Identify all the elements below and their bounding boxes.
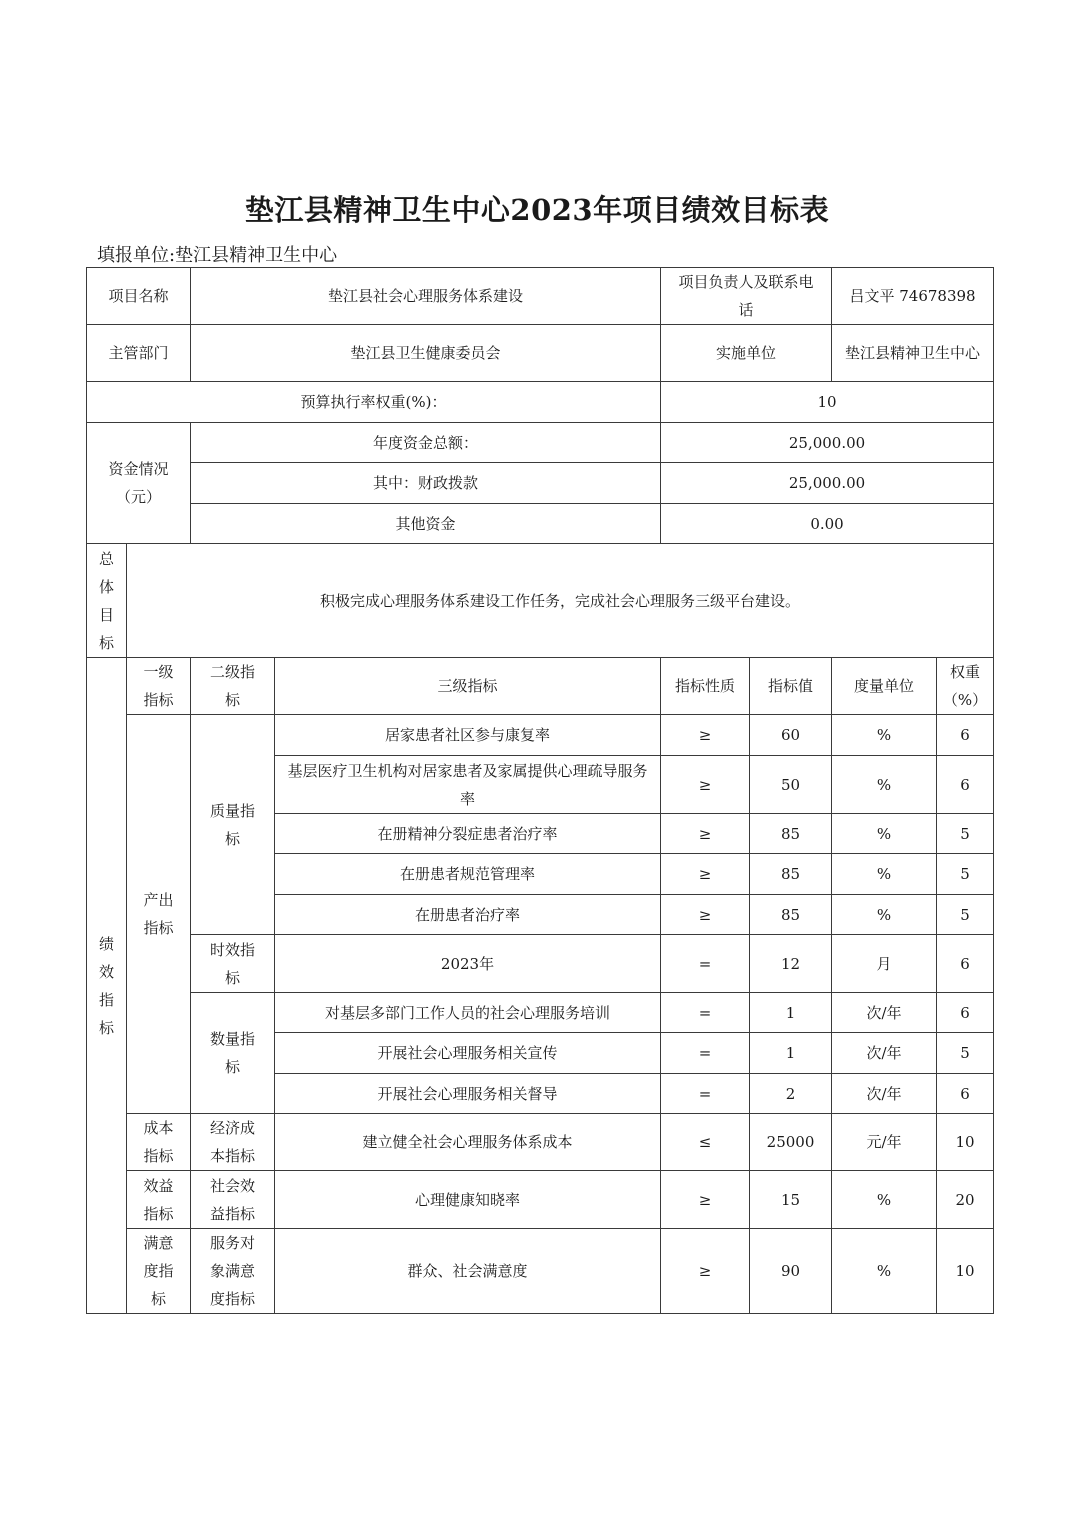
goal-text: 积极完成心理服务体系建设工作任务，完成社会心理服务三级平台建设。: [127, 544, 994, 658]
indicator-weight: 5: [937, 854, 994, 895]
indicator-value: 2: [750, 1074, 832, 1114]
header-level3: 三级指标: [275, 658, 661, 715]
cost-sub-label: 经济成本指标: [191, 1114, 275, 1171]
indicator-unit: 次/年: [832, 993, 937, 1033]
indicator-unit: %: [832, 895, 937, 935]
indicator-name: 开展社会心理服务相关宣传: [275, 1033, 661, 1074]
indicator-weight: 6: [937, 756, 994, 814]
indicator-unit: 次/年: [832, 1033, 937, 1074]
quantity-label: 数量指标: [191, 993, 275, 1114]
indicator-name: 在册患者治疗率: [275, 895, 661, 935]
indicator-value: 85: [750, 895, 832, 935]
indicator-weight: 5: [937, 895, 994, 935]
indicator-value: 12: [750, 935, 832, 993]
funds-other-label: 其他资金: [191, 504, 661, 544]
indicator-unit: %: [832, 1229, 937, 1314]
indicator-nature: =: [661, 1074, 750, 1114]
funds-label: 资金情况（元）: [87, 423, 191, 544]
header-level2: 二级指标: [191, 658, 275, 715]
indicator-nature: =: [661, 935, 750, 993]
table-row: [87, 715, 994, 756]
page-title: 垫江县精神卫生中心2023年项目绩效目标表: [244, 193, 830, 227]
quality-label: 质量指标: [191, 715, 275, 935]
indicator-name: 心理健康知晓率: [275, 1171, 661, 1229]
indicator-nature: ≥: [661, 756, 750, 814]
funds-row: [87, 423, 994, 463]
project-name-label: 项目名称: [87, 268, 191, 325]
indicator-value: 1: [750, 993, 832, 1033]
indicator-weight: 6: [937, 935, 994, 993]
indicator-header-row: [87, 658, 994, 715]
budget-weight-label: 预算执行率权重(%)：: [87, 382, 661, 423]
table-row: [87, 935, 994, 993]
indicator-unit: 次/年: [832, 1074, 937, 1114]
indicator-nature: ≥: [661, 854, 750, 895]
indicator-value: 60: [750, 715, 832, 756]
header-value: 指标值: [750, 658, 832, 715]
indicator-weight: 10: [937, 1114, 994, 1171]
header-level1: 一级指标: [127, 658, 191, 715]
satisfaction-label: 满意度指标: [127, 1229, 191, 1314]
funds-row: [87, 504, 994, 544]
table-row: [87, 1171, 994, 1229]
indicator-weight: 20: [937, 1171, 994, 1229]
performance-table: [86, 267, 994, 1314]
project-name: 垫江县社会心理服务体系建设: [191, 268, 661, 325]
indicator-value: 50: [750, 756, 832, 814]
indicator-name: 建立健全社会心理服务体系成本: [275, 1114, 661, 1171]
budget-weight-row: [87, 382, 994, 423]
fill-unit: 填报单位:垫江县精神卫生中心: [97, 245, 338, 266]
indicator-name: 开展社会心理服务相关督导: [275, 1074, 661, 1114]
table-row: [87, 993, 994, 1033]
funds-other: 0.00: [661, 504, 994, 544]
goal-label: 总体目标: [87, 544, 127, 658]
cost-label: 成本指标: [127, 1114, 191, 1171]
indicator-unit: 月: [832, 935, 937, 993]
budget-weight: 10: [661, 382, 994, 423]
dept: 垫江县卫生健康委员会: [191, 325, 661, 382]
indicator-name: 对基层多部门工作人员的社会心理服务培训: [275, 993, 661, 1033]
indicator-weight: 6: [937, 1074, 994, 1114]
indicator-value: 85: [750, 814, 832, 854]
contact-label: 项目负责人及联系电话: [661, 268, 832, 325]
indicator-weight: 5: [937, 814, 994, 854]
indicator-nature: =: [661, 1033, 750, 1074]
benefit-label: 效益指标: [127, 1171, 191, 1229]
indicator-weight: 6: [937, 993, 994, 1033]
indicator-weight: 6: [937, 715, 994, 756]
funds-fiscal: 25,000.00: [661, 463, 994, 504]
indicator-nature: =: [661, 993, 750, 1033]
benefit-sub-label: 社会效益指标: [191, 1171, 275, 1229]
indicator-name: 在册患者规范管理率: [275, 854, 661, 895]
indicator-value: 90: [750, 1229, 832, 1314]
indicator-nature: ≥: [661, 814, 750, 854]
funds-total: 25,000.00: [661, 423, 994, 463]
indicator-weight: 5: [937, 1033, 994, 1074]
indicator-nature: ≤: [661, 1114, 750, 1171]
dept-row: [87, 325, 994, 382]
indicator-value: 15: [750, 1171, 832, 1229]
indicator-value: 1: [750, 1033, 832, 1074]
impl: 垫江县精神卫生中心: [832, 325, 994, 382]
funds-row: [87, 463, 994, 504]
satisfaction-sub-label: 服务对象满意度指标: [191, 1229, 275, 1314]
indicator-value: 85: [750, 854, 832, 895]
funds-total-label: 年度资金总额：: [191, 423, 661, 463]
indicators-section-label: 绩效指标: [87, 658, 127, 1314]
indicator-unit: %: [832, 715, 937, 756]
header-nature: 指标性质: [661, 658, 750, 715]
indicator-unit: %: [832, 854, 937, 895]
indicator-unit: %: [832, 814, 937, 854]
timeliness-label: 时效指标: [191, 935, 275, 993]
goal-row: [87, 544, 994, 658]
funds-fiscal-label: 其中：财政拨款: [191, 463, 661, 504]
indicator-name: 群众、社会满意度: [275, 1229, 661, 1314]
indicator-name: 2023年: [275, 935, 661, 993]
project-row: [87, 268, 994, 325]
indicator-nature: ≥: [661, 1171, 750, 1229]
indicator-unit: %: [832, 1171, 937, 1229]
table-row: [87, 1229, 994, 1314]
output-label: 产出指标: [127, 715, 191, 1114]
impl-label: 实施单位: [661, 325, 832, 382]
indicator-name: 居家患者社区参与康复率: [275, 715, 661, 756]
contact: 吕文平 74678398: [832, 268, 994, 325]
table-row: [87, 1114, 994, 1171]
indicator-name: 基层医疗卫生机构对居家患者及家属提供心理疏导服务率: [275, 756, 661, 814]
indicator-nature: ≥: [661, 715, 750, 756]
dept-label: 主管部门: [87, 325, 191, 382]
header-weight: 权重（%）: [937, 658, 994, 715]
indicator-weight: 10: [937, 1229, 994, 1314]
indicator-nature: ≥: [661, 895, 750, 935]
indicator-unit: 元/年: [832, 1114, 937, 1171]
indicator-unit: %: [832, 756, 937, 814]
indicator-nature: ≥: [661, 1229, 750, 1314]
indicator-name: 在册精神分裂症患者治疗率: [275, 814, 661, 854]
indicator-value: 25000: [750, 1114, 832, 1171]
header-unit: 度量单位: [832, 658, 937, 715]
